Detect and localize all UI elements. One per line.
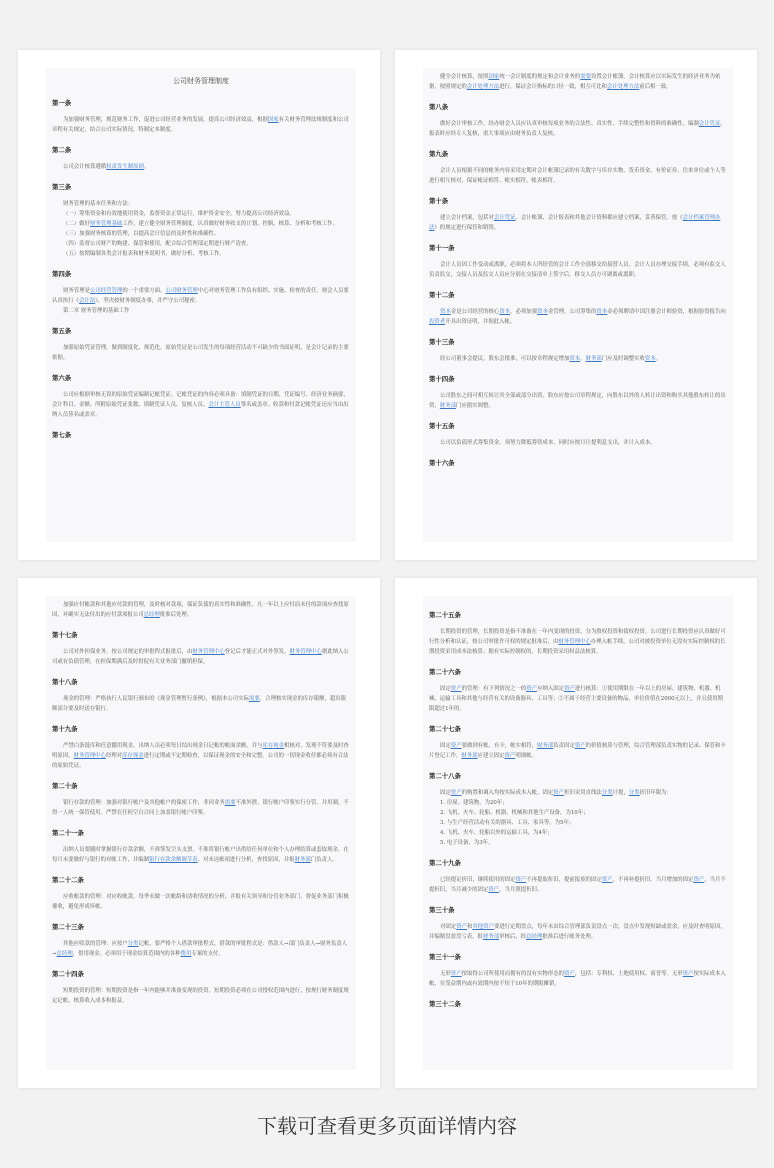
inline-link[interactable]: 需要 bbox=[248, 696, 260, 702]
article-paragraph: 3. 与生产经营活动有关的器具、工具、家具等，为5年； bbox=[440, 820, 575, 826]
article-heading: 第二十九条 bbox=[429, 859, 461, 867]
inline-link[interactable]: 分类 bbox=[127, 941, 139, 947]
article-heading: 第二十八条 bbox=[429, 772, 461, 780]
article-paragraph: 健全会计核算，按照国家统一会计制度的规定和会计业务的需要设置会计帐簿。会计核算应以实际发生的经济业务为依据，按照规定的会计处理方法进行，保证会计指标的口径一致，相互可比和会计处理方法前后相一致。 bbox=[429, 74, 721, 90]
inline-link[interactable]: 需要 bbox=[580, 74, 591, 80]
article-paragraph: 建立会计档案，包括对会计凭证、会计帐簿、会计报表和其他会计资料都应建立档案，妥善保管。按《会计档案管理办法》的规定进行保管和销毁。 bbox=[429, 215, 721, 231]
article-heading: 第三条 bbox=[52, 183, 72, 191]
inline-link[interactable]: 分类 bbox=[628, 790, 640, 796]
article-heading: 第十六条 bbox=[429, 459, 455, 467]
section-list bbox=[429, 610, 727, 1008]
article-heading: 第二十二条 bbox=[52, 876, 84, 884]
inline-link[interactable]: 公司财务管理 bbox=[165, 288, 198, 294]
inline-link[interactable]: 资产 bbox=[450, 743, 462, 749]
article-paragraph: （一）筹集资金和有效地使用资金，监督资金正常运行，维护资金安全，努力提高公司经济效益。 bbox=[63, 211, 295, 217]
inline-link[interactable]: 资产 bbox=[574, 743, 586, 749]
inline-link[interactable]: 会计主管人员 bbox=[208, 402, 241, 408]
inline-link[interactable]: 资产 bbox=[526, 686, 538, 692]
inline-link[interactable]: 资本 bbox=[569, 356, 581, 362]
article-paragraph: 公司会计核算遵循权责发生制原则。 bbox=[63, 164, 150, 170]
inline-link[interactable]: 资产 bbox=[450, 686, 462, 692]
inline-link[interactable]: 资产 bbox=[553, 790, 565, 796]
article-paragraph: 固定资产要做到有帐、有卡，帐实相符，财务部负责固定资产的价值核算与管理，综合管理部负责实物的记录、保管和卡片登记工作，财务部应建立固定资产明细帐。 bbox=[429, 743, 726, 759]
inline-link[interactable]: 总经理 bbox=[143, 612, 160, 618]
article-paragraph: 应收帐款的管理：对应收帐款，每季末做一次帐龄和清收情况的分析，并报有关领导和分管业务部门，督促业务部门积极催收，避免形成坏帐。 bbox=[52, 894, 349, 910]
inline-link[interactable]: 会计档案管理办法 bbox=[429, 215, 721, 231]
inline-link[interactable]: 公司经营管理 bbox=[89, 288, 123, 294]
document-page-4 bbox=[395, 578, 757, 1088]
article-heading: 第九条 bbox=[429, 150, 449, 158]
article-paragraph: 4. 飞机、火车、轮船以外的运输工具，为4年； bbox=[440, 830, 553, 836]
article-paragraph: 已经提足折旧，继续使用的固定资产不再提取折旧，提前报废的固定资产，不再补提折旧。当月增加的固定资产，当月不提折旧，当月减少的固定资产，当月照提折旧。 bbox=[429, 877, 726, 893]
inline-link[interactable]: 资产 bbox=[450, 971, 462, 977]
inline-link[interactable]: 资本 bbox=[537, 309, 548, 315]
article-heading: 第二十六条 bbox=[429, 668, 461, 676]
article-heading: 第十条 bbox=[429, 197, 449, 205]
inline-link[interactable]: 国家 bbox=[267, 117, 279, 123]
article-heading: 第三十条 bbox=[429, 906, 455, 914]
article-paragraph: 无形资产按取得公司所使用而拥有的没有实物形态的资产，包括：专利权、土地使用权、商誉等。无形资产按实际成本入帐，在受益期内或有效期内按不短于10年的期限摊销。 bbox=[429, 971, 726, 987]
page-content bbox=[46, 68, 356, 542]
inline-link[interactable]: 投资者 bbox=[429, 319, 446, 325]
inline-link[interactable]: 需要 bbox=[224, 800, 236, 806]
article-paragraph: 会计人员因工作变动或离职，必须将本人所经管的会计工作全部移交给接替人员。会计人员办理交接手续，必须有监交人负责监交，交接人员及监交人员应分别在交接清单上签字后，移交人员方可调离或离职。 bbox=[429, 262, 726, 278]
article-heading: 第二十五条 bbox=[429, 611, 461, 619]
article-heading: 第一条 bbox=[52, 99, 72, 107]
document-page-2 bbox=[395, 50, 757, 560]
article-paragraph: 严禁白条抵库和任意挪用现金，出纳人员必须每日结出现金日记帐的帐面余额，并与库存现金相核对，发现不符要及时查明原因。财务管理中心经理对库存现金进行定期或不定期检查，以保证现金的安全和完整。公司的一切现金收付都必须有合法的原始凭证。 bbox=[52, 743, 349, 769]
inline-link[interactable]: 资产 bbox=[601, 877, 613, 883]
article-heading: 第十三条 bbox=[429, 338, 455, 346]
inline-link[interactable]: 资产 bbox=[504, 753, 516, 759]
article-paragraph: 1. 房屋、建筑物，为20年； bbox=[440, 800, 508, 806]
inline-link[interactable]: 财务部 bbox=[439, 403, 456, 409]
inline-link[interactable]: 其他资产 bbox=[472, 924, 494, 930]
article-paragraph: 2. 飞机、火车、轮船、机器、机械和其他生产设备，为10年； bbox=[440, 810, 589, 816]
inline-link[interactable]: 财务部 bbox=[294, 857, 311, 863]
inline-link[interactable]: 财务管理中心 bbox=[558, 639, 591, 645]
article-paragraph: 资本金是公司经营的核心资本，必须加强资本金管理。公司筹集的资本金必须聘请中国注册会计师验资，根据验资报告向投资者开具出资证明，并据此入帐。 bbox=[429, 309, 726, 325]
article-paragraph: 财务管理的基本任务和方法： bbox=[63, 201, 134, 207]
article-paragraph: 会计人员根据不同的帐务内容采用定期对会计帐簿记录的有关数字与库存实物、货币资金、有价证券、往来单位或个人等进行相互核对，保证帐证相符、帐实相符、帐表相符。 bbox=[429, 168, 726, 184]
inline-link[interactable]: 资产 bbox=[693, 877, 705, 883]
article-heading: 第三十二条 bbox=[429, 1000, 461, 1008]
article-paragraph: 第二章 财务管理的基础工作 bbox=[63, 308, 130, 314]
article-heading: 第二十三条 bbox=[52, 923, 84, 931]
article-paragraph: 现金的管理：严格执行人民银行颁布的《现金管理暂行条例》，根据本公司实际需要，合理核实现金的库存限额，超出限额部分要及时送存银行。 bbox=[52, 696, 347, 712]
article-paragraph: 公司应根据审核无误的原始凭证编制记帐凭证。记帐凭证的内容必须具备：填制凭证的日期、凭证编号、经济业务摘要、会计科目、金额、所附原始凭证张数、填制凭证人员、复核人员、会计主管人员签名或盖章。收款和付款记帐凭证还应当由出纳人员签名或盖章。 bbox=[52, 392, 349, 418]
page-content bbox=[423, 68, 733, 542]
article-paragraph: （三）加强财务核算的管理，以提高会计信息的及时性和准确性。 bbox=[63, 231, 220, 237]
inline-link[interactable]: 总经理 bbox=[526, 934, 543, 940]
inline-link[interactable]: 财务部 bbox=[585, 356, 602, 362]
article-paragraph: 加强原始凭证管理，做到制度化、规范化。原始凭证是公司发生的每项经营活动不可缺少的书面证明，是会计记录的主要依据。 bbox=[52, 345, 349, 361]
page-content bbox=[423, 596, 733, 1070]
article-heading: 第十四条 bbox=[429, 375, 455, 383]
inline-link[interactable]: 会计凭证 bbox=[698, 121, 721, 127]
inline-link[interactable]: 财务部 bbox=[482, 934, 500, 940]
article-heading: 第二十条 bbox=[52, 782, 78, 790]
article-heading: 第十九条 bbox=[52, 725, 78, 733]
article-paragraph: 经公司董事会提议，股东会批准，可以按章程规定增加资本。财务部门应及时调整实收资本。 bbox=[440, 356, 662, 362]
article-paragraph: 公司股东之间可相互转让其全部或部分出资，股东应按公司章程规定，向股东以外的人转让出资和购买其他股东转让的出资，财务部门应据实调整。 bbox=[429, 393, 726, 409]
download-more-prompt[interactable]: 下载可查看更多页面详情内容 bbox=[257, 1114, 517, 1138]
inline-link[interactable]: 财务管理中心 bbox=[192, 649, 225, 655]
article-paragraph: 短期投资的管理：短期投资是指一年内能够并准备变现的投资，短期投资必须在公司授权范围内进行，按规行财务制度规定记帐、核算收入成本和报益。 bbox=[52, 988, 349, 1004]
inline-link[interactable]: 财务管理中心 bbox=[289, 649, 322, 655]
inline-link[interactable]: 财务部 bbox=[537, 743, 554, 749]
inline-link[interactable]: 资本 bbox=[440, 309, 451, 315]
inline-link[interactable]: 库存现金 bbox=[122, 753, 144, 759]
section-list bbox=[52, 600, 350, 1006]
article-paragraph: 固定资产的管理：有下列情况之一的资产应纳入固定资产进行核算：①使用期限在一年以上的房屋、建筑物、机器、机械、运输工具和其他与经营有关的设备器具、工具等；②不属于经营主要设备的物品，单位价值在2000元以上，并且使用期限超过1年的。 bbox=[429, 686, 724, 712]
article-heading: 第六条 bbox=[52, 374, 72, 382]
article-heading: 第十八条 bbox=[52, 678, 78, 686]
inline-link[interactable]: 财务管理中心 bbox=[73, 753, 106, 759]
inline-link[interactable]: 库存现金 bbox=[262, 743, 285, 749]
article-heading: 第十一条 bbox=[429, 244, 455, 252]
article-heading: 第七条 bbox=[52, 431, 72, 439]
article-paragraph: （二）做好财务管理基础工作，建立健全财务管理制度，认真做好财务收支的计划、控制、核算、分析和考核工作。 bbox=[63, 221, 338, 227]
article-heading: 第二十一条 bbox=[52, 829, 84, 837]
article-paragraph: 固定资产的购置和调入均按实际成本入帐，固定资产折旧采用直线法分类计提，分类折旧年限为： bbox=[440, 790, 672, 796]
inline-link[interactable]: 资产 bbox=[456, 924, 467, 930]
article-paragraph: （四）监督公司财产的购建、保管和使用，配合综合管理部定期进行财产清查。 bbox=[63, 241, 252, 247]
article-paragraph: 5. 电子设备，为3年。 bbox=[440, 840, 494, 846]
article-paragraph: 出纳人员要随时掌握银行存款余额，不准签发空头支票，不准将银行帐户出借给任何单位和个人办理结算或套取现金。在每月末要做好与银行的对帐工作，并编制银行存款余额调节表，对未达帐项进行分析，查找原因，并报财务部门负责人。 bbox=[52, 847, 349, 863]
article-paragraph: 对固定资产和其他资产要进行定期盘点，每年末由综合管理部负责盘点一次，盘点中发现短缺或盈余，应及时查明原因，并编制盘盈盘亏表，报财务部审核后，经总经理批准后进行帐务处理。 bbox=[429, 924, 726, 940]
article-paragraph: 长期投资的管理，长期投资是指不准备在一年内变现的投资，分为股权投资和债权投资。公司进行长期投资应认真做好可行性分析和认证，按公司审批许可权的规定批准后，由财务管理中心办理入帐手续，公司对被投资单位无没有实际控制权的长期投资采用成本法核算；拥有实际控制权的，长期投资采用权益法核算。 bbox=[429, 629, 726, 655]
article-paragraph: 其他应收款的管理：应按户分类记帐，要严格个人借款审批程式，借款的审批程式是：借款人→部门负责人→财务负责人→总经理，借用现金，必须用于现金结算范围内的各种费用专案的支付。 bbox=[52, 941, 347, 957]
article-heading: 第十五条 bbox=[429, 422, 455, 430]
article-paragraph: 公司以负债形式筹集资金，须努力降低筹资成本，同时应按月计提利息支出，并计入成本。 bbox=[440, 440, 656, 446]
section-list bbox=[429, 72, 727, 467]
inline-link[interactable]: 权责发生制原则 bbox=[106, 164, 144, 170]
article-paragraph: 加强应付帐款和其他应付款的管理，及时核对款项，保证负债的真实性和准确性。凡一年以上应付而未付的款项应查找原因，对确实无法付出的应付款项报公司总经理批准后处理。 bbox=[52, 602, 349, 618]
inline-link[interactable]: 资产 bbox=[450, 790, 462, 796]
section-list bbox=[52, 98, 350, 439]
inline-link[interactable]: 会计法 bbox=[78, 298, 96, 304]
inline-link[interactable]: 资产 bbox=[682, 971, 694, 977]
page-content bbox=[46, 596, 356, 1070]
article-heading: 第二十七条 bbox=[429, 725, 461, 733]
inline-link[interactable]: 分类 bbox=[601, 790, 613, 796]
article-heading: 第十二条 bbox=[429, 291, 455, 299]
article-paragraph: 财务管理是公司经营管理的一个重要方面，公司财务管理中心对财务管理工作负有组织、实施、检查的责任，财会人员要认真执行《会计法》，坚决按财务制度办事，并严守公司秘密。 bbox=[52, 288, 349, 304]
article-paragraph: 做好会计审核工作，经办财会人员应认真审核每项业务的合法性、真实性、手续完整性和资料的准确性。编制会计凭证、报表时应经专人复核，重大事项应由财务负责人复核。 bbox=[429, 121, 726, 137]
article-heading: 第二条 bbox=[52, 146, 72, 154]
article-paragraph: 银行存款的管理：加强对银行帐户及其他帐户的保密工作，非因业务需要不准外泄，银行帐户印鉴实行分管、并用制，不得一人统一保管使用。严禁在任何空白合同上加盖银行帐户印鉴。 bbox=[52, 800, 349, 816]
inline-link[interactable]: 会计处理方法 bbox=[466, 84, 500, 90]
inline-link[interactable]: 资产 bbox=[488, 887, 500, 893]
article-heading: 第三十一条 bbox=[429, 953, 461, 961]
inline-link[interactable]: 资本 bbox=[596, 309, 608, 315]
article-paragraph: 为加强财务管理，规范财务工作，促进公司经营业务的发展，提高公司经济效益，根据国家有关财务管理法规制度和公司章程有关规定，结合公司实际情况，特制定本制度。 bbox=[52, 117, 349, 133]
article-heading: 第四条 bbox=[52, 270, 72, 278]
inline-link[interactable]: 总经理 bbox=[56, 951, 73, 957]
article-heading: 第五条 bbox=[52, 327, 72, 335]
inline-link[interactable]: 资产 bbox=[564, 971, 575, 977]
article-heading: 第八条 bbox=[429, 103, 449, 111]
inline-link[interactable]: 资产 bbox=[564, 686, 575, 692]
inline-link[interactable]: 财务管理基础 bbox=[89, 221, 123, 227]
inline-link[interactable]: 资产 bbox=[515, 877, 527, 883]
inline-link[interactable]: 会计凭证 bbox=[493, 215, 516, 221]
inline-link[interactable]: 资本 bbox=[499, 309, 511, 315]
inline-link[interactable]: 银行存款余额调节表 bbox=[149, 857, 198, 863]
document-page-1 bbox=[18, 50, 380, 560]
document-page-3 bbox=[18, 578, 380, 1088]
inline-link[interactable]: 资本 bbox=[644, 356, 656, 362]
article-heading: 第二十四条 bbox=[52, 970, 84, 978]
article-paragraph: （五）按期编制各类会计报表和财务说明书，做好分析、考核工作。 bbox=[63, 251, 225, 257]
inline-link[interactable]: 财务部 bbox=[461, 753, 478, 759]
article-paragraph: 公司对外担保业务，按公司规定的审批程式报批后，由财务管理中心登记后才能正式对外签发，财务管理中心据此纳入公司或有负债管理，在担保期满后及时督促有关业务部门撤销担保。 bbox=[52, 649, 349, 665]
inline-link[interactable]: 费用 bbox=[180, 951, 192, 957]
inline-link[interactable]: 会计处理方法 bbox=[606, 84, 640, 90]
article-heading: 第十七条 bbox=[52, 631, 78, 639]
inline-link[interactable]: 国家 bbox=[488, 74, 500, 80]
document-title: 公司财务管理制度 bbox=[173, 77, 229, 85]
